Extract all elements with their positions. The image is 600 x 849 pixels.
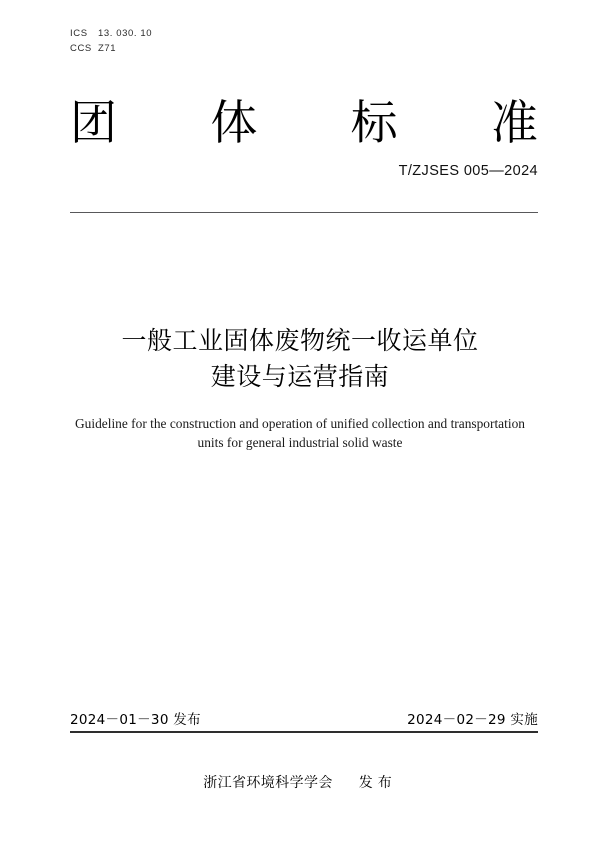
banner-char-3: 标 (350, 96, 398, 151)
title-chinese-line-2: 建设与运营指南 (210, 362, 390, 391)
publisher-verb: 发布 (358, 775, 397, 791)
standard-number: T/ZJSES 005—2024 (398, 163, 538, 179)
header-divider (70, 212, 538, 213)
date-row (70, 708, 538, 728)
banner-char-1: 团 (70, 96, 117, 151)
footer-divider (70, 731, 538, 733)
publisher-organization: 浙江省环境科学学会 (203, 775, 333, 791)
title-english-line-1: Guideline for the construction and operation of unified collection and transportation (75, 416, 525, 431)
ccs-row (70, 41, 152, 56)
classification-block (70, 26, 152, 56)
title-chinese-line-1: 一般工业固体废物统一收运单位 (121, 326, 479, 355)
issue-date: 2024－01－30 发布 (70, 712, 201, 728)
ccs-value: Z71 (98, 43, 117, 54)
ccs-label: CCS (70, 43, 92, 54)
banner-char-2: 体 (210, 96, 258, 151)
page-title-english (60, 414, 540, 452)
title-english-line-2: units for general industrial solid waste (197, 435, 403, 450)
ics-value: 13. 030. 10 (98, 28, 153, 39)
banner-char-4: 准 (490, 96, 538, 151)
ics-label: ICS (70, 28, 88, 39)
group-standard-banner (70, 98, 538, 150)
ics-row (70, 26, 152, 41)
publisher-line (0, 772, 600, 792)
implementation-date: 2024－02－29 实施 (407, 712, 538, 728)
page-title-chinese (0, 323, 600, 395)
